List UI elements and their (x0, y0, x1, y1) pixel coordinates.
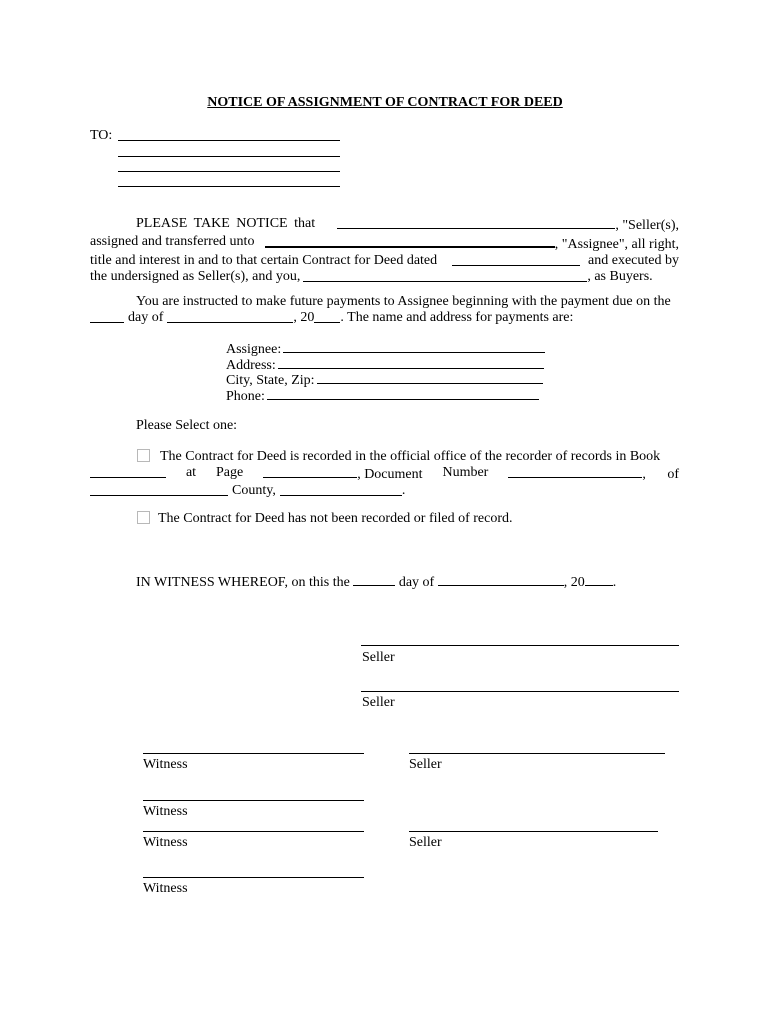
to-line-2[interactable] (118, 156, 340, 157)
option-recorded-line-2 (90, 465, 679, 483)
phone-label: Phone: (226, 389, 265, 404)
seller-signature-line-2[interactable] (361, 691, 679, 692)
notice-text-1-end: , "Seller(s), (615, 218, 679, 233)
payment-line-2 (90, 310, 679, 326)
option-recorded-line-3 (90, 483, 679, 499)
notice-text-1: PLEASE TAKE NOTICE that (136, 216, 316, 231)
seller-label-3: Seller (409, 757, 442, 772)
option-not-recorded-text: The Contract for Deed has not been recorded or filed of record. (158, 511, 513, 526)
option-not-recorded-checkbox[interactable] (137, 511, 150, 524)
address-blank[interactable] (278, 356, 544, 369)
notice-line-1 (90, 216, 679, 234)
assignee-label: Assignee: (226, 342, 282, 357)
witness-month-blank[interactable] (438, 573, 564, 586)
option-county: County, (232, 483, 276, 498)
to-line-4[interactable] (118, 186, 340, 187)
city-label: City, State, Zip: (226, 373, 315, 388)
payment-text-2-end: . The name and address for payments are: (340, 310, 574, 325)
option-recorded-line-1 (90, 449, 679, 465)
option-of: , of (642, 467, 679, 482)
address-label: Address: (226, 358, 276, 373)
notice-text-2-end: , "Assignee", all right, (554, 237, 679, 252)
assignee-name-blank[interactable] (265, 234, 555, 248)
witness-day-of: day of (398, 575, 435, 590)
phone-blank[interactable] (267, 387, 539, 400)
notice-text-2: assigned and transferred unto (90, 234, 255, 249)
payment-year-prefix: , 20 (293, 310, 315, 325)
notice-line-3 (90, 253, 679, 269)
witness-signature-line-1[interactable] (143, 753, 364, 754)
option-page: Page (216, 465, 244, 480)
book-blank[interactable] (90, 465, 166, 478)
seller-signature-line-4[interactable] (409, 831, 658, 832)
option-recorded-text-1: The Contract for Deed is recorded in the official office of the recorder of records in Book (160, 449, 661, 464)
seller-label-1: Seller (362, 650, 395, 665)
seller-signature-line-1[interactable] (361, 645, 679, 646)
option-number: Number (442, 465, 489, 480)
seller-name-blank[interactable] (337, 216, 615, 229)
option-recorded-text (90, 449, 679, 499)
page-blank[interactable] (263, 465, 357, 478)
payment-line-1 (90, 294, 679, 310)
seller-label-4: Seller (409, 835, 442, 850)
assignee-blank[interactable] (283, 340, 545, 353)
buyer-name-blank[interactable] (303, 269, 587, 282)
witness-signature-line-4[interactable] (143, 877, 364, 878)
payment-text-1: You are instructed to make future payments to Assignee beginning with the payment due on the (136, 294, 671, 309)
notice-text-4-end: , as Buyers. (587, 269, 653, 284)
to-line-3[interactable] (118, 171, 340, 172)
city-blank[interactable] (317, 371, 543, 384)
option-document: , Document (357, 467, 423, 482)
witness-year-prefix: , 20 (563, 575, 585, 590)
witness-clause-end: . (612, 575, 617, 590)
witness-label-3: Witness (143, 835, 188, 850)
county-name-blank[interactable] (90, 483, 228, 496)
notice-text-3-end: and executed by (588, 253, 679, 268)
witness-label-4: Witness (143, 881, 188, 896)
payment-day-blank[interactable] (90, 310, 124, 323)
payment-paragraph (90, 294, 679, 326)
select-prompt: Please Select one: (136, 418, 238, 433)
seller-label-2: Seller (362, 695, 395, 710)
notice-text-3: title and interest in and to that certain Contract for Deed dated (90, 253, 438, 268)
witness-label-2: Witness (143, 804, 188, 819)
witness-day-blank[interactable] (353, 573, 395, 586)
witness-label-1: Witness (143, 757, 188, 772)
state-blank[interactable] (280, 483, 402, 496)
notice-line-2 (90, 234, 679, 253)
payment-month-blank[interactable] (167, 310, 293, 323)
option-period: . (401, 483, 406, 498)
payment-day-of: day of (128, 310, 164, 325)
witness-year-blank[interactable] (585, 573, 613, 586)
to-line-1[interactable] (118, 140, 340, 141)
notice-paragraph (90, 216, 679, 285)
witness-signature-line-3[interactable] (143, 831, 364, 832)
seller-signature-line-3[interactable] (409, 753, 665, 754)
witness-clause-start: IN WITNESS WHEREOF, on this the (136, 575, 350, 590)
to-label: TO: (90, 128, 113, 143)
witness-clause (136, 573, 616, 591)
witness-signature-line-2[interactable] (143, 800, 364, 801)
payment-year-blank[interactable] (314, 310, 340, 323)
contract-date-blank[interactable] (452, 253, 580, 266)
phone-row (226, 387, 539, 405)
document-number-blank[interactable] (508, 465, 642, 478)
notice-line-4 (90, 269, 679, 285)
notice-text-4: the undersigned as Seller(s), and you, (90, 269, 301, 284)
document-title: NOTICE OF ASSIGNMENT OF CONTRACT FOR DEED (207, 95, 563, 110)
option-at: at (185, 465, 197, 480)
